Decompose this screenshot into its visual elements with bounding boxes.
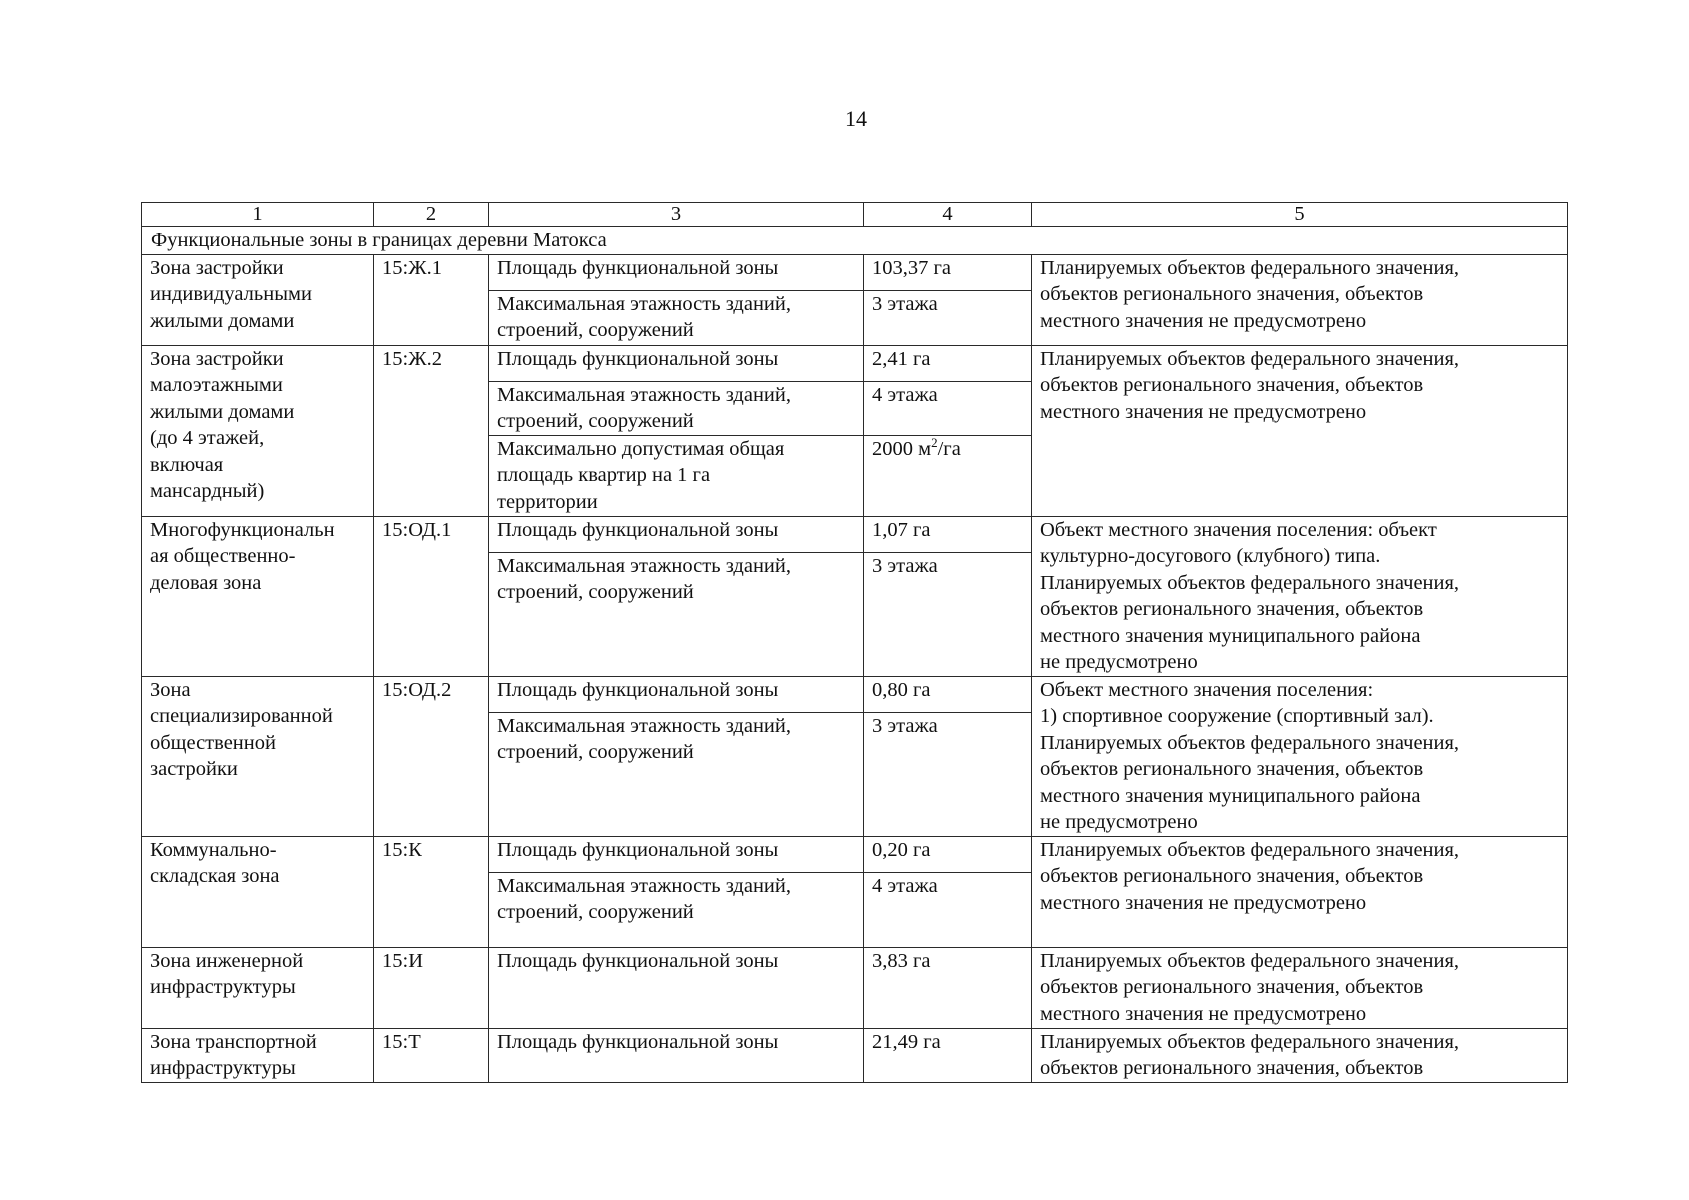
table-row	[142, 345, 1568, 381]
param-label: Площадь функциональной зоны	[489, 676, 864, 712]
param-value: 4 этажа	[864, 872, 1032, 947]
table-row	[142, 676, 1568, 712]
param-label: Площадь функциональной зоны	[489, 345, 864, 381]
section-title: Функциональные зоны в границах деревни Матокса	[142, 227, 1568, 255]
table-row	[142, 254, 1568, 290]
functional-zones-table	[141, 202, 1568, 1083]
param-value: 0,80 га	[864, 676, 1032, 712]
column-header: 4	[864, 203, 1032, 227]
param-label: Максимальная этажность зданий, строений, сооружений	[489, 712, 864, 836]
zone-code: 15:И	[374, 947, 489, 1028]
param-value: 3 этажа	[864, 552, 1032, 676]
param-value-suffix: /га	[937, 437, 961, 460]
zone-description: Планируемых объектов федерального значения, объектов регионального значения, объектов местного значения не предусмотрено	[1032, 947, 1568, 1028]
param-value	[864, 435, 1032, 516]
table-row	[142, 1028, 1568, 1082]
zone-name: Зона застройки индивидуальными жилыми домами	[142, 254, 374, 345]
param-label: Максимальная этажность зданий, строений, сооружений	[489, 552, 864, 676]
zone-name: Многофункциональн ая общественно- деловая зона	[142, 516, 374, 676]
zone-description: Объект местного значения поселения: 1) спортивное сооружение (спортивный зал). Планируемых объектов федерального значения, объектов регионального значения, объектов местного значения муниципального района не предусмотрено	[1032, 676, 1568, 836]
table-row	[142, 947, 1568, 1028]
param-value: 3 этажа	[864, 290, 1032, 345]
param-label: Площадь функциональной зоны	[489, 516, 864, 552]
zone-name: Зона транспортной инфраструктуры	[142, 1028, 374, 1082]
zone-code: 15:ОД.1	[374, 516, 489, 676]
param-label: Площадь функциональной зоны	[489, 836, 864, 872]
table-row	[142, 516, 1568, 552]
zone-name: Зона специализированной общественной застройки	[142, 676, 374, 836]
param-value: 103,37 га	[864, 254, 1032, 290]
zone-code: 15:Т	[374, 1028, 489, 1082]
param-value: 0,20 га	[864, 836, 1032, 872]
column-header: 3	[489, 203, 864, 227]
zone-code: 15:ОД.2	[374, 676, 489, 836]
param-label: Максимально допустимая общая площадь квартир на 1 га территории	[489, 435, 864, 516]
param-value: 2,41 га	[864, 345, 1032, 381]
param-label: Максимальная этажность зданий, строений, сооружений	[489, 381, 864, 435]
page-number: 14	[845, 106, 867, 131]
param-value-number: 2000 м	[872, 437, 932, 460]
zone-description: Планируемых объектов федерального значения, объектов регионального значения, объектов местного значения не предусмотрено	[1032, 254, 1568, 345]
table-row	[142, 836, 1568, 872]
zone-name: Зона инженерной инфраструктуры	[142, 947, 374, 1028]
zone-code: 15:Ж.1	[374, 254, 489, 345]
param-value: 4 этажа	[864, 381, 1032, 435]
param-value-superscript: 2	[931, 434, 938, 450]
param-label: Площадь функциональной зоны	[489, 947, 864, 1028]
zone-name: Зона застройки малоэтажными жилыми домами (до 4 этажей, включая мансардный)	[142, 345, 374, 516]
column-number-row	[142, 203, 1568, 227]
param-value: 21,49 га	[864, 1028, 1032, 1082]
zone-code: 15:К	[374, 836, 489, 947]
param-value: 3,83 га	[864, 947, 1032, 1028]
zone-description: Объект местного значения поселения: объект культурно-досугового (клубного) типа. Планируемых объектов федерального значения, объектов регионального значения, объектов местного значения муниципального района не предусмотрено	[1032, 516, 1568, 676]
param-label: Максимальная этажность зданий, строений, сооружений	[489, 290, 864, 345]
param-label: Максимальная этажность зданий, строений, сооружений	[489, 872, 864, 947]
zone-description: Планируемых объектов федерального значения, объектов регионального значения, объектов местного значения не предусмотрено	[1032, 836, 1568, 947]
param-label: Площадь функциональной зоны	[489, 254, 864, 290]
param-value: 3 этажа	[864, 712, 1032, 836]
zone-name: Коммунально- складская зона	[142, 836, 374, 947]
section-row	[142, 227, 1568, 255]
zone-code: 15:Ж.2	[374, 345, 489, 516]
zone-description: Планируемых объектов федерального значения, объектов регионального значения, объектов	[1032, 1028, 1568, 1082]
column-header: 1	[142, 203, 374, 227]
column-header: 2	[374, 203, 489, 227]
column-header: 5	[1032, 203, 1568, 227]
param-label: Площадь функциональной зоны	[489, 1028, 864, 1082]
zone-description: Планируемых объектов федерального значения, объектов регионального значения, объектов местного значения не предусмотрено	[1032, 345, 1568, 516]
param-value: 1,07 га	[864, 516, 1032, 552]
